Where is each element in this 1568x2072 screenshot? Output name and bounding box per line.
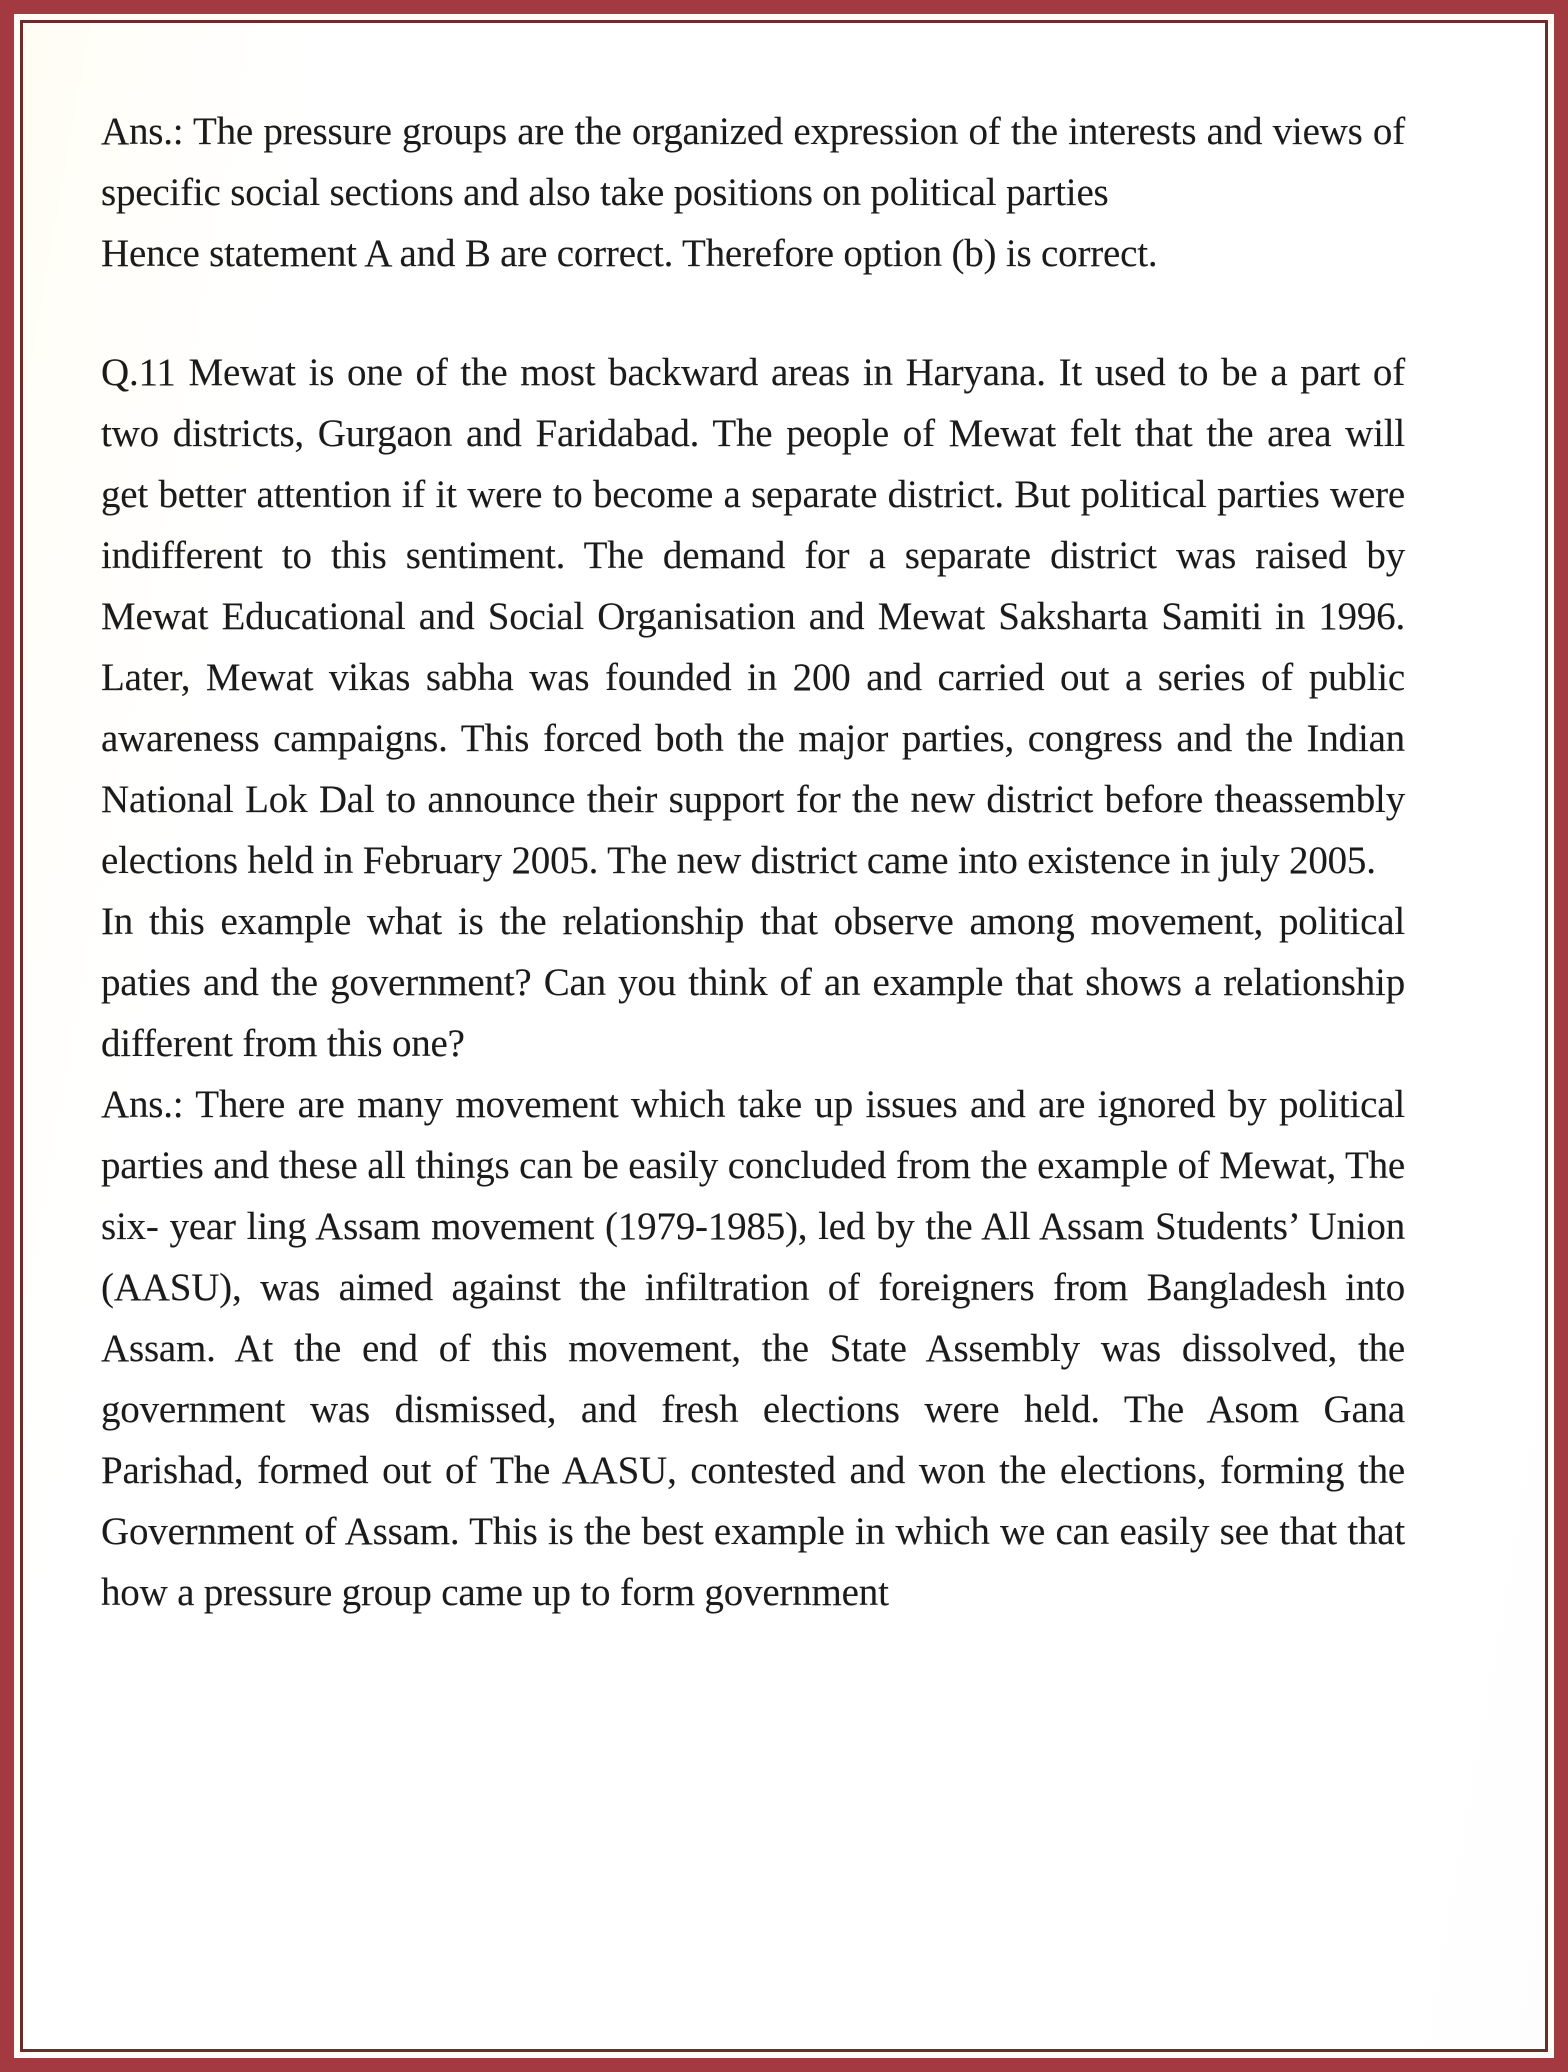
frame-inner-rule	[20, 20, 1548, 2052]
question-11-answer: Ans.: There are many movement which take up issues and are ignored by political parties and these all things can be easily concluded from the example of Mewat, The six- year ling Assam movement (1979-1985), led by the All Assam Students’ Union (AASU), was aimed against the infiltration of foreigners from Bangladesh into Assam. At the end of this movement, the State Assembly was dissolved, the government was dismissed, and fresh elections were held. The Asom Gana Parishad, formed out of The AASU, contested and won the elections, forming the Government of Assam. This is the best example in which we can easily see that that how a pressure group came up to form government	[101, 1083, 1405, 1614]
answer-10-conclusion: Hence statement A and B are correct. Therefore option (b) is correct.	[101, 232, 1158, 275]
answer-10-body: Ans.: The pressure groups are the organized expression of the interests and views of specific social sections and also take positions on political parties	[101, 110, 1405, 214]
paragraph-spacer	[101, 284, 1405, 342]
question-11-prompt: In this example what is the relationship that observe among movement, political paties and the government? Can you think of an example that shows a relationship different from this one?	[101, 900, 1405, 1065]
page-sheet	[23, 23, 1545, 2049]
question-11-passage: Q.11 Mewat is one of the most backward areas in Haryana. It used to be a part of two districts, Gurgaon and Faridabad. The people of Mewat felt that the area will get better attention if it were to become a separate district. But political parties were indifferent to this sentiment. The demand for a separate district was raised by Mewat Educational and Social Organisation and Mewat Saksharta Samiti in 1996. Later, Mewat vikas sabha was founded in 200 and carried out a series of public awareness campaigns. This forced both the major parties, congress and the Indian National Lok Dal to announce their support for the new district before theassembly elections held in February 2005. The new district came into existence in july 2005.	[101, 351, 1405, 882]
document-text-body	[101, 101, 1405, 1623]
frame-inner-gap	[14, 14, 1554, 2058]
